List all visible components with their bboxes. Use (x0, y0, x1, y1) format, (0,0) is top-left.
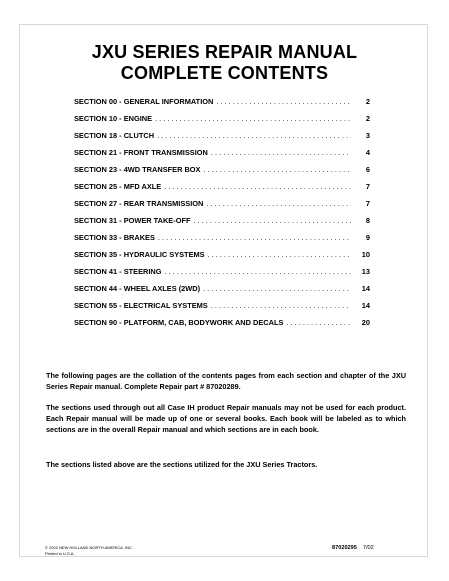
toc-row[interactable] (74, 199, 370, 216)
toc-page: 2 (365, 97, 370, 106)
toc-leader (164, 182, 351, 191)
toc-label: SECTION 44 - WHEEL AXLES (2WD) (74, 284, 201, 293)
toc-label: SECTION 27 - REAR TRANSMISSION (74, 199, 204, 208)
toc-page: 8 (365, 216, 370, 225)
utilization-paragraph: The sections listed above are the sections utilized for the JXU Series Tractors. (46, 460, 318, 469)
toc-label: SECTION 23 - 4WD TRANSFER BOX (74, 165, 201, 174)
toc-row[interactable] (74, 216, 370, 233)
toc-label: SECTION 35 - HYDRAULIC SYSTEMS (74, 250, 205, 259)
sections-paragraph: The sections used through out all Case IH product Repair manuals may not be used for each product. Each Repair manual will be made up of one or several books. Each book will be labeled as to which sections are in the overall Repair manual and which sections are in each book. (46, 403, 406, 435)
toc-leader (155, 114, 351, 123)
toc-label: SECTION 10 - ENGINE (74, 114, 153, 123)
toc-leader (164, 267, 351, 276)
toc-leader (203, 165, 351, 174)
toc-label: SECTION 00 - GENERAL INFORMATION (74, 97, 214, 106)
toc-label: SECTION 18 - CLUTCH (74, 131, 155, 140)
toc-row[interactable] (74, 165, 370, 182)
toc-leader (193, 216, 351, 225)
footer-left (45, 545, 133, 556)
toc-row[interactable] (74, 114, 370, 131)
toc-label: SECTION 31 - POWER TAKE-OFF (74, 216, 191, 225)
toc-row[interactable] (74, 267, 370, 284)
toc-page: 7 (365, 199, 370, 208)
toc-leader (206, 199, 351, 208)
toc-leader (211, 301, 351, 310)
page-subtitle: COMPLETE CONTENTS (120, 63, 329, 83)
toc-page: 7 (365, 182, 370, 191)
toc-page: 4 (365, 148, 370, 157)
intro-paragraph: The following pages are the collation of the contents pages from each section and chapter of the JXU Series Repair manual. Complete Repair part # 87020289. (46, 371, 406, 392)
toc-row[interactable] (74, 284, 370, 301)
part-number: 87020295 (332, 545, 357, 551)
footer-right (332, 545, 374, 551)
copyright-notice: © 2002 NEW HOLLAND NORTH AMERICA, INC. (45, 545, 134, 550)
toc-row[interactable] (74, 301, 370, 318)
toc-page: 10 (361, 250, 370, 259)
toc-page: 9 (365, 233, 370, 242)
toc-label: SECTION 33 - BRAKES (74, 233, 155, 242)
toc-page: 13 (361, 267, 370, 276)
toc-leader (157, 131, 351, 140)
toc-label: SECTION 25 - MFD AXLE (74, 182, 162, 191)
toc-row[interactable] (74, 148, 370, 165)
toc-leader (286, 318, 351, 327)
toc-label: SECTION 21 - FRONT TRANSMISSION (74, 148, 208, 157)
toc-leader (208, 250, 351, 259)
toc-page: 3 (365, 131, 370, 140)
toc-page: 20 (361, 318, 370, 327)
toc-row[interactable] (74, 131, 370, 148)
toc-leader (203, 284, 351, 293)
printed-notice: Printed in U.S.A. (45, 550, 75, 556)
print-date: 7/02 (362, 545, 374, 551)
page-title: JXU SERIES REPAIR MANUAL (91, 42, 358, 62)
toc-row[interactable] (74, 97, 370, 114)
toc-page: 6 (365, 165, 370, 174)
toc-leader (158, 233, 351, 242)
toc-row[interactable] (74, 318, 370, 335)
toc-label: SECTION 90 - PLATFORM, CAB, BODYWORK AND DECALS (74, 318, 284, 327)
toc-leader (216, 97, 351, 106)
toc-label: SECTION 41 - STEERING (74, 267, 162, 276)
toc-row[interactable] (74, 233, 370, 250)
table-of-contents (74, 97, 370, 335)
toc-page: 14 (361, 301, 370, 310)
toc-page: 14 (361, 284, 370, 293)
toc-page: 2 (365, 114, 370, 123)
toc-label: SECTION 55 - ELECTRICAL SYSTEMS (74, 301, 208, 310)
toc-leader (211, 148, 351, 157)
toc-row[interactable] (74, 182, 370, 199)
toc-row[interactable] (74, 250, 370, 267)
